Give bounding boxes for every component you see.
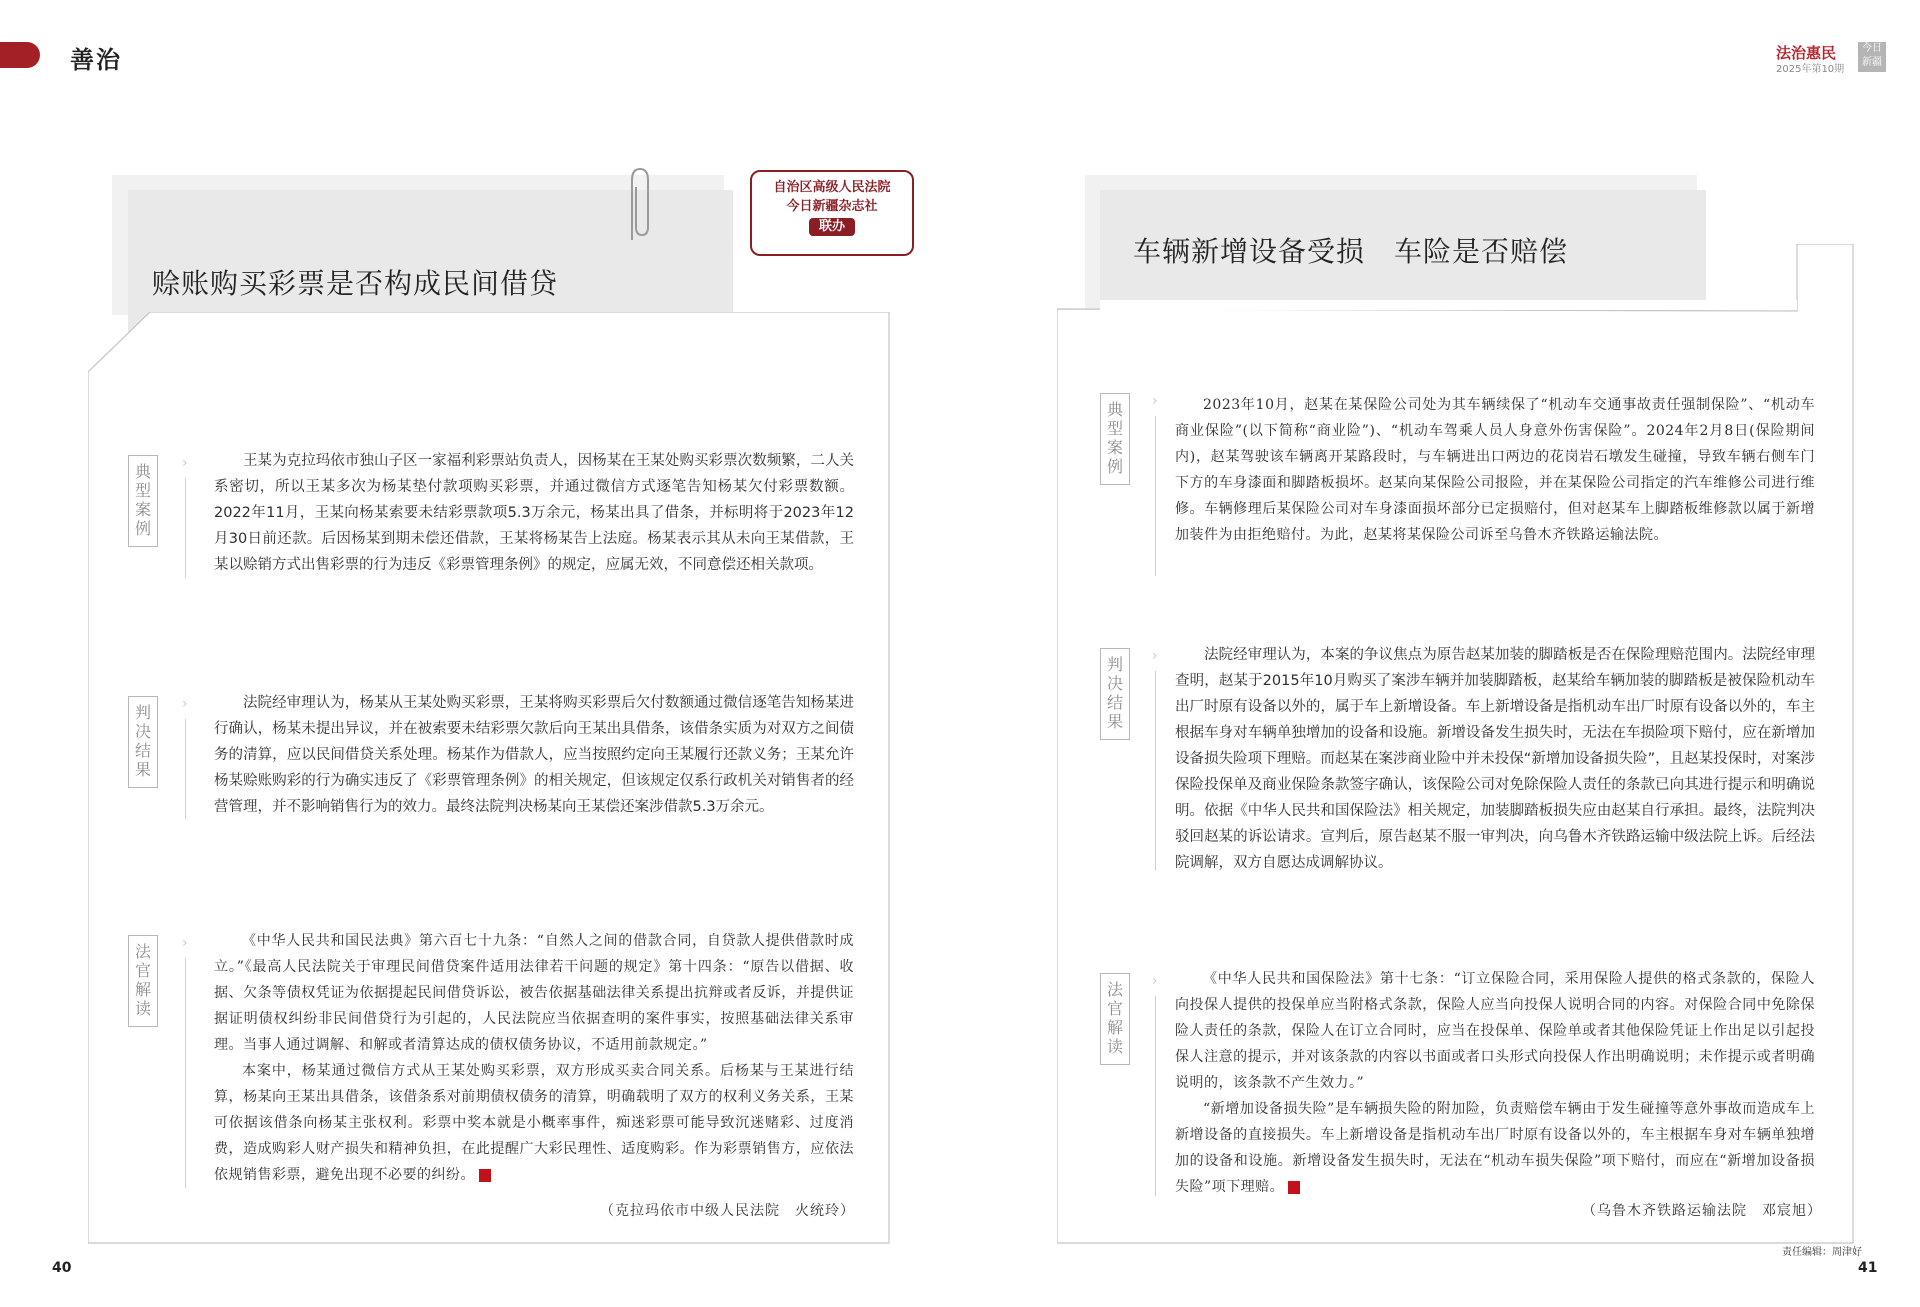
magazine-logo: 今日 新疆: [1858, 42, 1886, 72]
section-title: 善治: [70, 45, 122, 74]
stamp-line-2: 今日新疆杂志社: [786, 199, 878, 214]
right-author: （乌鲁木齐铁路运输法院 邓宸旭）: [1582, 1203, 1822, 1219]
right-article-title: 车辆新增设备受损 车险是否赔偿: [1133, 235, 1569, 268]
left-judgment-label: 判 决 结 果: [128, 696, 158, 788]
right-judgment-rule: [1155, 671, 1156, 871]
left-author: （克拉玛依市中级人民法院 火统玲）: [600, 1203, 855, 1219]
left-case-label: 典 型 案 例: [128, 455, 158, 547]
magazine-name: 法治惠民: [1776, 44, 1837, 62]
left-commentary-label: 法 官 解 读: [128, 935, 158, 1027]
end-mark-icon: J: [1288, 1181, 1300, 1194]
end-mark-icon: J: [479, 1169, 491, 1182]
left-case-text: 王某为克拉玛依市独山子区一家福利彩票站负责人，因杨某在王某处购买彩票次数频繁，二人关系密切，所以王某多次为杨某垫付款项购买彩票，并通过微信方式逐笔告知杨某欠付彩票数额。2022年11月，王某向杨某索要未结彩票款项5.3万余元，杨某出具了借条，并标明将于2023年12月30日前还款。后因杨某到期未偿还借款，王某将杨某告上法庭。杨某表示其从未向王某借款，王某以赊销方式出售彩票的行为违反《彩票管理条例》的规定，应属无效，不同意偿还相关款项。: [214, 453, 854, 573]
right-judgment-text: 法院经审理认为，本案的争议焦点为原告赵某加装的脚踏板是否在保险理赔范围内。法院经审理查明，赵某于2015年10月购买了案涉车辆并加装脚踏板，赵某给车辆加装的脚踏板是被保险机动车出厂时原有设备以外的，属于车上新增设备。车上新增设备是指机动车出厂时原有设备以外的，车主根据车身对车辆单独增加的设备和设施。新增设备发生损失时，无法在车损险项下赔付，应在新增加设备损失险项下理赔。而赵某在案涉商业险中并未投保“新增加设备损失险”，且赵某投保时，对案涉保险投保单及商业保险条款签字确认，该保险公司对免除保险人责任的条款已向其进行提示和明确说明。依据《中华人民共和国保险法》相关规定，加装脚踏板损失应由赵某自行承担。最终，法院判决驳回赵某的诉讼请求。宣判后，原告赵某不服一审判决，向乌鲁木齐铁路运输中级法院上诉。后经法院调解，双方自愿达成调解协议。: [1175, 647, 1815, 871]
editor-credit: 责任编辑：周津好: [1782, 1247, 1862, 1258]
right-commentary-chevron: ›: [1152, 973, 1158, 989]
joint-stamp: [750, 170, 914, 256]
left-commentary-chevron: ›: [182, 935, 188, 951]
left-judgment-text: 法院经审理认为，杨某从王某处购买彩票，王某将购买彩票后欠付数额通过微信逐笔告知杨某进行确认，杨某未提出异议，并在被索要未结彩票欠款后向王某出具借条，该借条实质为对双方之间债务的清算，应以民间借贷关系处理。杨某作为借款人，应当按照约定向王某履行还款义务；王某允许杨某赊账购彩的行为确实违反了《彩票管理条例》的相关规定，但该规定仅系行政机关对销售者的经营管理，并不影响销售行为的效力。最终法院判决杨某向王某偿还案涉借款5.3万余元。: [214, 695, 854, 815]
right-case-chevron: ›: [1152, 393, 1158, 409]
stamp-line-1: 自治区高级人民法院: [773, 180, 891, 195]
left-page-number: 40: [52, 1260, 72, 1276]
magazine-issue: 2025年第10期: [1776, 64, 1845, 75]
right-card-cover: [1100, 300, 1797, 310]
right-judgment-chevron: ›: [1152, 648, 1158, 664]
right-case-label: 典 型 案 例: [1100, 393, 1130, 485]
left-judgment-rule: [185, 719, 186, 819]
right-commentary-text: 《中华人民共和国保险法》第十七条：“订立保险合同，采用保险人提供的格式条款的，保险人向投保人提供的投保单应当附格式条款，保险人应当向投保人说明合同的内容。对保险合同中免除保险人责任的条款，保险人在订立合同时，应当在投保单、保险单或者其他保险凭证上作出足以引起投保人注意的提示，并对该条款的内容以书面或者口头形式向投保人作出明确说明；未作提示或者明确说明的，该条款不产生效力。” “新增加设备损失险”是车辆损失险的附加险，负责赔偿车辆由于发生碰撞等意外事故而造成车上新增设备的直接损失。车上新增设备是指机动车出厂时原有设备以外的，车主根据车身对车辆单独增加的设备和设施。新增设备发生损失时，无法在“机动车损失保险”项下赔付，而应在“新增加设备损失险”项下理赔。 J: [1175, 971, 1815, 1195]
left-commentary-rule: [185, 958, 186, 1188]
right-judgment-label: 判 决 结 果: [1100, 648, 1130, 740]
right-commentary-rule: [1155, 996, 1156, 1196]
left-article-title: 赊账购买彩票是否构成民间借贷: [152, 267, 559, 300]
right-case-text: 2023年10月，赵某在某保险公司处为其车辆续保了“机动车交通事故责任强制保险”、“机动车商业保险”(以下简称“商业险”)、“机动车驾乘人员人身意外伤害保险”。2024年2月8日(保险期间内)，赵某驾驶该车辆离开某路段时，与车辆进出口两边的花岗岩石墩发生碰撞，导致车辆右侧车门下方的车身漆面和脚踏板损坏。赵某向某保险公司报险，并在某保险公司指定的汽车维修公司进行维修。车辆修理后某保险公司对车身漆面损坏部分已定损赔付，但对赵某车上脚踏板维修款以属于新增加装件为由拒绝赔付。为此，赵某将某保险公司诉至乌鲁木齐铁路运输法院。: [1175, 397, 1815, 543]
left-case-rule: [185, 478, 186, 578]
right-commentary-label: 法 官 解 读: [1100, 973, 1130, 1065]
left-commentary-text: 《中华人民共和国民法典》第六百七十九条：“自然人之间的借款合同，自贷款人提供借款时成立。”《最高人民法院关于审理民间借贷案件适用法律若干问题的规定》第十四条：“原告以借据、收据、欠条等债权凭证为依据提起民间借贷诉讼，被告依据基础法律关系提出抗辩或者反诉，并提供证据证明债权纠纷非民间借贷行为引起的，人民法院应当依据查明的案件事实，按照基础法律关系审理。当事人通过调解、和解或者清算达成的债权债务协议，不适用前款规定。” 本案中，杨某通过微信方式从王某处购买彩票，双方形成买卖合同关系。后杨某与王某进行结算，杨某向王某出具借条，该借条系对前期债权债务的清算，明确载明了双方的权利义务关系，王某可依据该借条向杨某主张权利。彩票中奖本就是小概率事件，痴迷彩票可能导致沉迷赌彩、过度消费，造成购彩人财产损失和精神负担，在此提醒广大彩民理性、适度购彩。作为彩票销售方，应依法依规销售彩票，避免出现不必要的纠纷。 J: [214, 933, 854, 1183]
section-marker: [0, 42, 40, 68]
left-case-chevron: ›: [182, 455, 188, 471]
left-judgment-chevron: ›: [182, 696, 188, 712]
paperclip-icon: [622, 165, 656, 245]
right-case-rule: [1155, 416, 1156, 576]
right-page-number: 41: [1858, 1260, 1878, 1276]
stamp-badge: 联办: [809, 218, 855, 236]
